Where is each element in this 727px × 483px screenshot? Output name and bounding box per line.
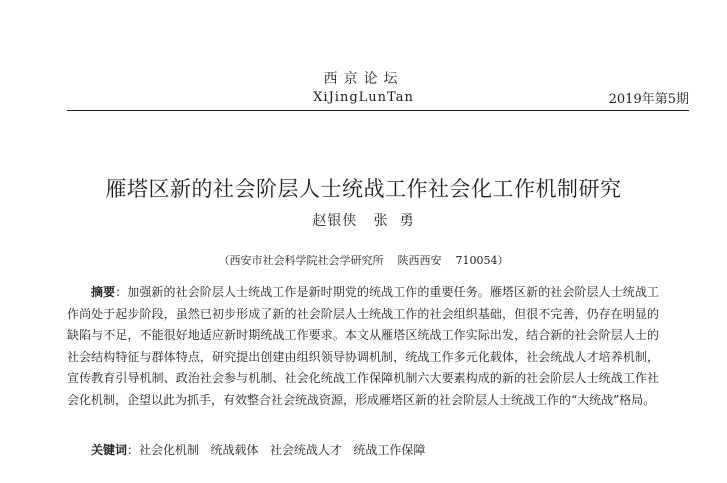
keywords-text: 社会化机制 统战载体 社会统战人才 统战工作保障 [139,443,426,457]
article-title: 雁塔区新的社会阶层人士统战工作社会化工作机制研究 [105,177,622,201]
issue-number: 2019年第5期 [608,92,689,107]
keywords-label: 关键词 [91,443,128,457]
abstract-text: 加强新的社会阶层人士统战工作是新时期党的统战工作的重要任务。雁塔区新的社会阶层人士统战工作尚处于起步阶段，虽然已初步形成了新的社会阶层人士统战工作的社会组织基础，但很不完善，仍存在明显的缺陷与不足，不能很好地适应新时期统战工作要求。本文从雁塔区统战工作实际出发，结合新的社会阶层人士的社会结构特征与群体特点，研究提出创建由组织领导协调机制，统战工作多元化载体，社会统战人才培养机制，宣传教育引导机制、政治社会参与机制、社会化统战工作保障机制六大要素构成的新的社会阶层人士统战工作社会化机制，企望以此为抓手，有效整合社会统战资源，形成雁塔区新的社会阶层人士统战工作的“大统战”格局。 [67,285,659,407]
keywords [91,441,425,459]
header-rule [67,110,689,111]
article-authors: 赵银侠 张 勇 [312,213,415,229]
article-affiliation: （西安市社会科学院社会学研究所 陕西西安 710054） [218,254,509,267]
abstract [67,282,659,411]
journal-name-en: XiJingLunTan [313,90,414,105]
abstract-separator: ： [115,285,128,299]
abstract-label: 摘要 [91,285,116,299]
keywords-separator: ： [127,443,140,457]
journal-name-cn: 西京论坛 [323,71,404,87]
